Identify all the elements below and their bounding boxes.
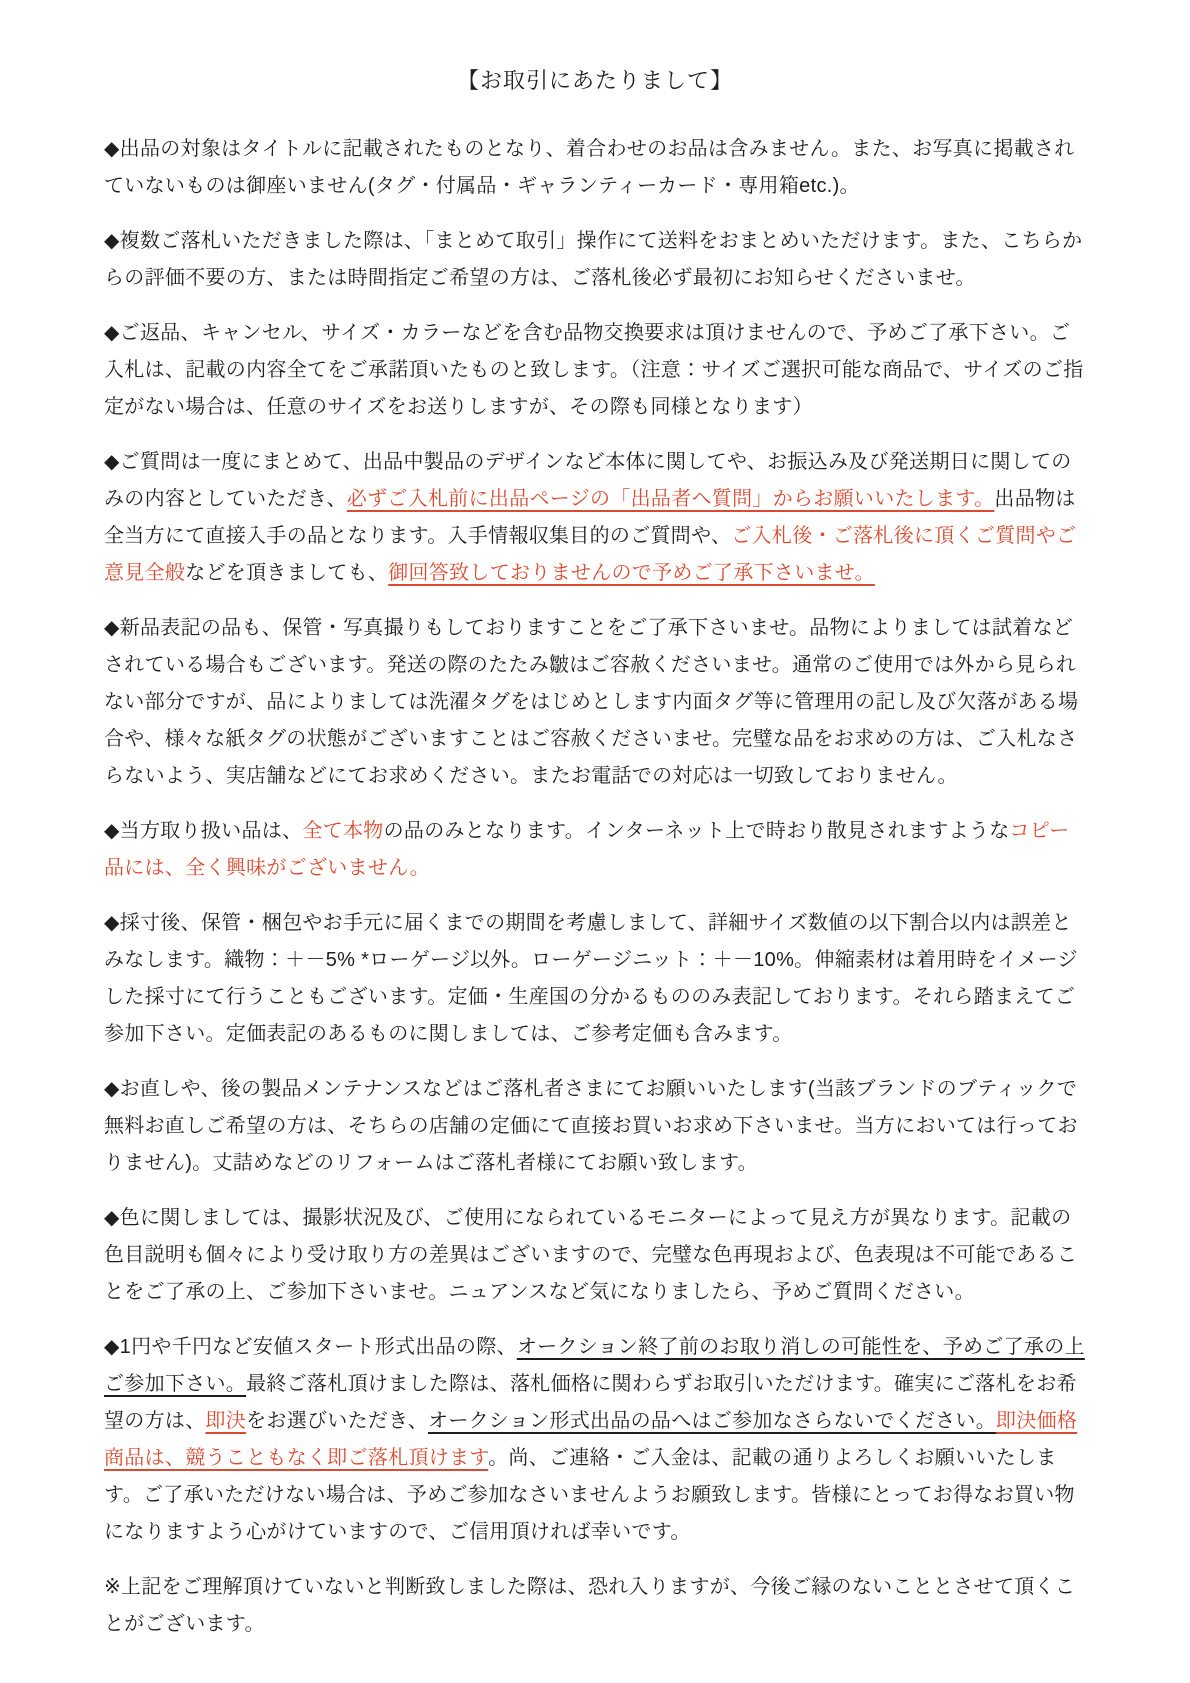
text-segment: コピー品には、全く興味がございません。 [104, 820, 1070, 879]
text-segment: ◆採寸後、保管・梱包やお手元に届くまでの期間を考慮しまして、詳細サイズ数値の以下割合以内は誤差とみなします。織物：＋－5% *ローゲージ以外。ローゲージニット：＋－10%。伸縮素材は着用時をイメージした採寸にて行うこともございます。定価・生産国の分かるもののみ表記しております。それら踏まえてご参加下さい。定価表記のあるものに関しましては、ご参考定価も含みます。 [104, 912, 1078, 1045]
paragraph [104, 610, 1086, 795]
paragraph [104, 131, 1086, 205]
text-segment: オークション形式出品の品へはご参加なさらないでください。 [428, 1410, 997, 1432]
text-segment: ◆出品の対象はタイトルに記載されたものとなり、着合わせのお品は含みません。また、お写真に掲載されていないものは御座いません(タグ・付属品・ギャランティーカード・専用箱etc.)。 [104, 138, 1075, 197]
text-segment: 出品物は全当方にて直接入手の品となります。入手情報収集目的のご質問や、 [104, 488, 1076, 547]
paragraph [104, 1200, 1086, 1311]
paragraph [104, 1329, 1086, 1551]
text-segment: ◆1円や千円など安値スタート形式出品の際、 [104, 1336, 517, 1358]
text-segment: ◆ご質問は一度にまとめて、出品中製品のデザインなど本体に関してや、お振込み及び発送期日に関してのみの内容としていただき、 [104, 451, 1072, 510]
text-segment: ◆お直しや、後の製品メンテナンスなどはご落札者さまにてお願いいたします(当該ブランドのブティックで無料お直しご希望の方は、そちらの店舗の定価にて直接お買いお求め下さいませ。当方においては行っておりません)。丈詰めなどのリフォームはご落札者様にてお願い致します。 [104, 1078, 1078, 1174]
text-segment: 最終ご落札頂けました際は、落札価格に関わらずお取引いただけます。確実にご落札をお希望の方は、 [104, 1373, 1077, 1432]
text-segment: をお選びいただき、 [246, 1410, 429, 1432]
paragraph [104, 905, 1086, 1053]
text-segment: 全て本物 [302, 820, 384, 842]
text-segment: の品のみとなります。インターネット上で時おり散見されますような [383, 820, 1010, 842]
text-segment: ◆複数ご落札いただきました際は、「まとめて取引」操作にて送料をおまとめいただけます。また、こちらからの評価不要の方、または時間指定ご希望の方は、ご落札後必ず最初にお知らせくださいませ。 [104, 230, 1083, 289]
text-segment: 必ずご入札前に出品ページの「出品者へ質問」からお願いいたします。 [346, 488, 995, 510]
paragraph [104, 1071, 1086, 1182]
text-segment: 御回答致しておりませんので予めご了承下さいませ。 [388, 562, 875, 584]
paragraph [104, 1569, 1086, 1643]
document-content [104, 131, 1086, 1643]
text-segment: ※上記をご理解頂けていないと判断致しました際は、恐れ入りますが、今後ご縁のないこととさせて頂くことがございます。 [104, 1576, 1076, 1635]
text-segment: 。尚、ご連絡・ご入金は、記載の通りよろしくお願いいたします。ご了承いただけない場合は、予めご参加なさいませんようお願致します。皆様にとってお得なお買い物になりますよう心がけていますので、ご信用頂ければ幸いです。 [104, 1447, 1075, 1543]
text-segment: ◆新品表記の品も、保管・写真撮りもしておりますことをご了承下さいませ。品物によりましては試着などされている場合もございます。発送の際のたたみ皺はご容赦くださいませ。通常のご使用では外から見られない部分ですが、品によりましては洗濯タグをはじめとします内面タグ等に管理用の記し及び欠落がある場合や、様々な紙タグの状態がございますことはご容赦くださいませ。完璧な品をお求めの方は、ご入札なさらないよう、実店舗などにてお求めください。またお電話での対応は一切致しておりません。 [104, 617, 1079, 787]
text-segment: などを頂きましても、 [185, 562, 389, 584]
page-title: 【お取引にあたりまして】 [456, 68, 733, 93]
paragraph [104, 813, 1086, 887]
text-segment: 即決価格商品は、競うこともなく即ご落札頂けます [104, 1410, 1078, 1469]
paragraph [104, 444, 1086, 592]
text-segment: ご入札後・ご落札後に頂くご質問やご意見全般 [104, 525, 1077, 584]
paragraph [104, 223, 1086, 297]
text-segment: オークション終了前のお取り消しの可能性を、予めご了承の上ご参加下さい。 [104, 1336, 1085, 1395]
text-segment: ◆当方取り扱い品は、 [104, 820, 303, 842]
text-segment: ◆色に関しましては、撮影状況及び、ご使用になられているモニターによって見え方が異なります。記載の色目説明も個々により受け取り方の差異はございますので、完璧な色再現および、色表現は不可能であることをご了承の上、ご参加下さいませ。ニュアンスなど気になりましたら、予めご質問ください。 [104, 1207, 1078, 1303]
text-segment: 即決 [205, 1410, 247, 1432]
paragraph [104, 315, 1086, 426]
text-segment: ◆ご返品、キャンセル、サイズ・カラーなどを含む品物交換要求は頂けませんので、予めご了承下さい。ご入札は、記載の内容全てをご承諾頂いたものと致します。（注意：サイズご選択可能な商品で、サイズのご指定がない場合は、任意のサイズをお送りしますが、その際も同様となります） [104, 322, 1084, 418]
